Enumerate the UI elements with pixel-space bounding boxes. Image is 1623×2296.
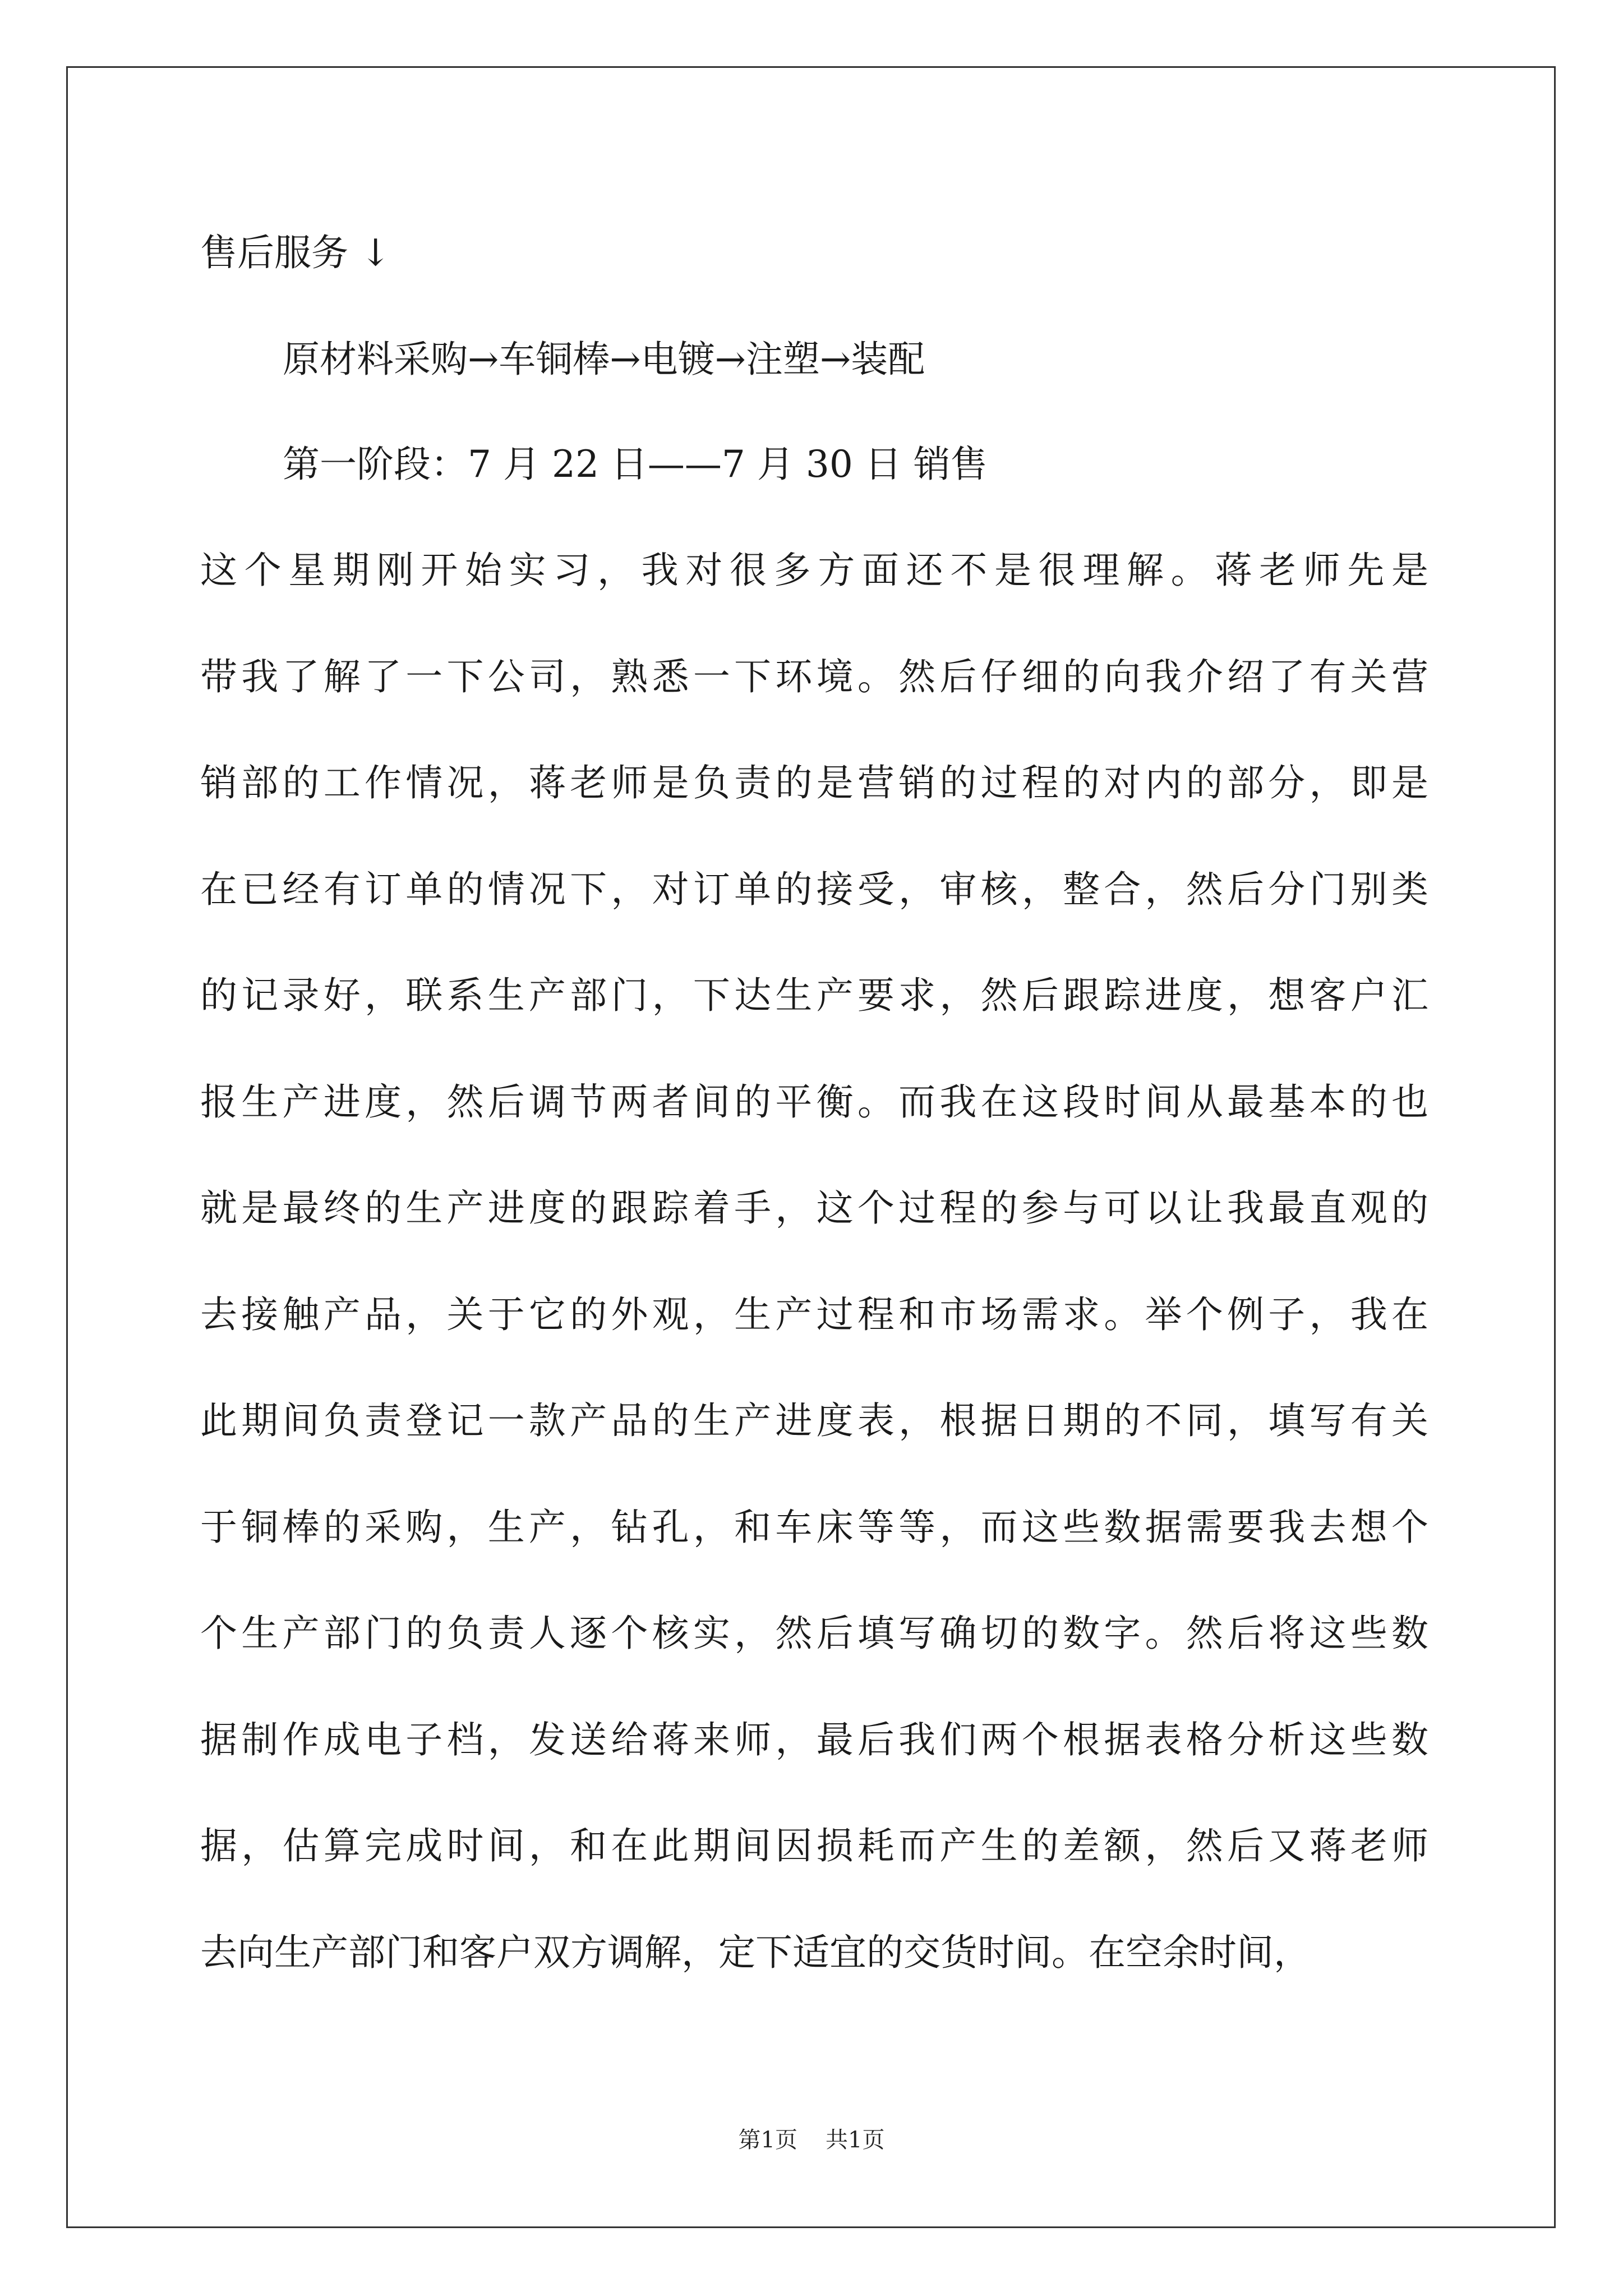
paragraph-line: 于铜棒的采购，生产，钻孔，和车床等等，而这些数据需要我去想个 <box>200 1506 1428 1549</box>
stage-heading: 第一阶段：7 月 22 日——7 月 30 日 销售 <box>283 443 988 486</box>
paragraph-line: 据制作成电子档，发送给蒋来师，最后我们两个根据表格分析这些数 <box>200 1718 1428 1761</box>
paragraph-line: 的记录好，联系生产部门，下达生产要求，然后跟踪进度，想客户汇 <box>200 974 1428 1017</box>
paragraph-line: 报生产进度，然后调节两者间的平衡。而我在这段时间从最基本的也 <box>200 1080 1428 1124</box>
paragraph-line: 去接触产品，关于它的外观，生产过程和市场需求。举个例子，我在 <box>200 1293 1428 1336</box>
process-flow-line: 原材料采购→车铜棒→电镀→注塑→装配 <box>283 338 925 381</box>
paragraph-line: 在已经有订单的情况下，对订单的接受，审核，整合，然后分门别类 <box>200 868 1428 911</box>
page-total: 共1页 <box>826 2127 885 2153</box>
paragraph-line: 据，估算完成时间，和在此期间因损耗而产生的差额，然后又蒋老师 <box>200 1824 1428 1867</box>
page-footer <box>0 2129 1623 2151</box>
heading-after-sales: 售后服务 ↓ <box>200 231 391 274</box>
paragraph-line: 带我了解了一下公司，熟悉一下环境。然后仔细的向我介绍了有关营 <box>200 655 1428 698</box>
paragraph-line: 就是最终的生产进度的跟踪着手，这个过程的参与可以让我最直观的 <box>200 1186 1428 1230</box>
paragraph-line: 这个星期刚开始实习，我对很多方面还不是很理解。蒋老师先是 <box>200 549 1428 592</box>
paragraph-line: 销部的工作情况，蒋老师是负责的是营销的过程的对内的部分，即是 <box>200 761 1428 804</box>
paragraph-line: 个生产部门的负责人逐个核实，然后填写确切的数字。然后将这些数 <box>200 1612 1428 1655</box>
page-number: 第1页 <box>738 2127 797 2153</box>
paragraph-line: 去向生产部门和客户双方调解，定下适宜的交货时间。在空余时间， <box>200 1931 1311 1974</box>
paragraph-line: 此期间负责登记一款产品的生产进度表，根据日期的不同，填写有关 <box>200 1399 1428 1442</box>
page-border <box>66 66 1556 2228</box>
